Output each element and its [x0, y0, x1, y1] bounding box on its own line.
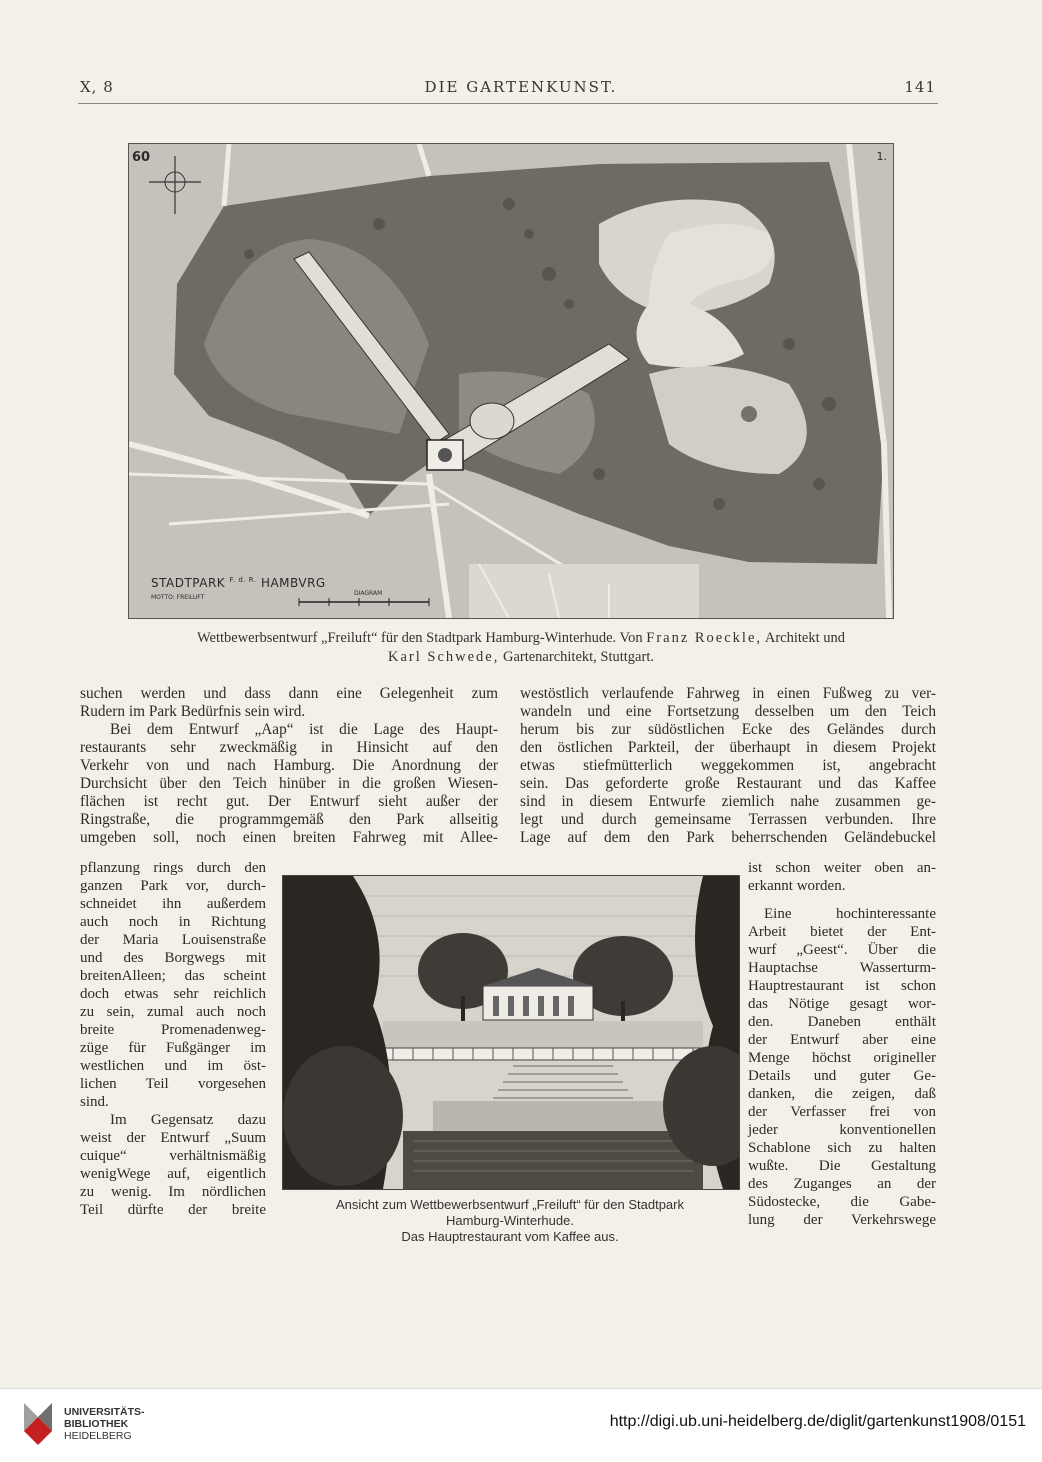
text-line: breitenAlleen; das scheint — [80, 968, 266, 984]
text-line: Hauptrestaurant ist schon — [748, 978, 936, 994]
plan-caption-text-3: Gartenarchitekt, Stuttgart. — [502, 649, 654, 665]
park-plan-image — [128, 143, 894, 619]
text-line: danken, die zeigen, daß — [748, 1086, 936, 1102]
text-line: den. Daneben enthält — [748, 1014, 936, 1030]
text-line: westlichen und im öst- — [80, 1058, 266, 1074]
text-line: sind in diesem Entwurfe ziemlich nahe zusammen ge- — [520, 793, 936, 810]
plan-title-sup: F. d. R. — [229, 576, 257, 584]
text-line: wenigWege auf, eigentlich — [80, 1166, 266, 1182]
plan-motto: MOTTO: FREILUFT — [151, 594, 205, 601]
text-line: Hauptachse Wasserturm- — [748, 960, 936, 976]
plan-scale-label: DIAGRAM — [354, 590, 383, 597]
text-line: ist schon weiter oben an- — [748, 860, 936, 876]
text-line: zu wenig. Im nördlichen — [80, 1184, 266, 1200]
plan-caption — [100, 629, 942, 667]
text-line: wußte. Die Gestaltung — [748, 1158, 936, 1174]
text-line: sind. — [80, 1094, 109, 1110]
text-line: herum bis zur südöstlichen Ecke des Geländes durch — [520, 721, 936, 738]
text-line: suchen werden und dass dann eine Gelegenheit zum — [80, 685, 498, 702]
left-column-narrow — [80, 859, 266, 1219]
plan-caption-text-1: Wettbewerbsentwurf „Freiluft“ für den Stadtpark Hamburg-Winterhude. Von — [197, 630, 643, 646]
text-line: flächen ist recht gut. Der Entwurf sieht außer der — [80, 793, 498, 810]
text-line: schneidet ihn außerdem — [80, 896, 266, 912]
text-line: Bei dem Entwurf „Aap“ ist die Lage des Haupt- — [110, 721, 498, 738]
text-line: wurf „Geest“. Über die — [748, 942, 936, 958]
text-line: cuique“ verhältnismäßig — [80, 1148, 266, 1164]
text-line: Rudern im Park Bedürfnis sein wird. — [80, 703, 306, 720]
text-line: züge für Fußgänger im — [80, 1040, 266, 1056]
left-column-top — [80, 685, 498, 847]
library-logo-text — [64, 1406, 145, 1442]
text-line: Verkehr von und nach Hamburg. Die Anordnung der — [80, 757, 498, 774]
text-line: ganzen Park vor, durch- — [80, 878, 266, 894]
text-line: weist der Entwurf „Suum — [80, 1130, 266, 1146]
text-line: erkannt worden. — [748, 878, 846, 894]
text-line: der Maria Louisenstraße — [80, 932, 266, 948]
text-line: der Verfasser frei von — [748, 1104, 936, 1120]
text-line: den östlichen Parkteil, der überhaupt in diesem Projekt — [520, 739, 936, 756]
illustration-caption-line-1: Ansicht zum Wettbewerbsentwurf „Freiluft“ für den Stadtpark — [335, 1197, 684, 1212]
header-volume: X, 8 — [80, 78, 114, 96]
text-line: sein. Das geforderte große Restaurant und das Kaffee — [520, 775, 936, 792]
text-line: des Zuganges an der — [748, 1176, 936, 1192]
text-line: wandeln und eine Fortsetzung desselben um den Teich — [520, 703, 936, 720]
restaurant-illustration — [282, 875, 740, 1190]
source-url-link[interactable]: http://digi.ub.uni-heidelberg.de/diglit/gartenkunst1908/0151 — [609, 1413, 1026, 1430]
text-line: das Nötige gesagt wor- — [748, 996, 936, 1012]
illustration-caption-line-3: Das Hauptrestaurant vom Kaffee aus. — [401, 1229, 619, 1244]
text-line: Eine hochinteressante — [764, 906, 936, 922]
header-rule — [78, 103, 938, 104]
text-line: Schablone sich zu halten — [748, 1140, 936, 1156]
park-plan-drawing — [129, 144, 893, 618]
text-line: und des Borgwegs mit — [80, 950, 266, 966]
text-line: umgeben soll, noch einen breiten Fahrweg mit Allee- — [80, 829, 498, 846]
text-line: Durchsicht über den Teich hinüber in die großen Wiesen- — [80, 775, 498, 792]
illustration-caption — [272, 1197, 748, 1245]
text-line: Details und guter Ge- — [748, 1068, 936, 1084]
plan-title-park: STADTPARK — [151, 576, 226, 590]
text-line: der Entwurf aber eine — [748, 1032, 936, 1048]
text-line: zu sein, zumal auch noch — [80, 1004, 266, 1020]
text-line: jeder konventionellen — [748, 1122, 936, 1138]
library-name-line-2: BIBLIOTHEK — [64, 1418, 129, 1430]
right-column-top — [520, 685, 936, 847]
plan-title — [151, 576, 326, 590]
footer-bar — [0, 1388, 1042, 1462]
plan-caption-gardener: Karl Schwede, — [388, 649, 500, 665]
library-name-line-1: UNIVERSITÄTS- — [64, 1406, 145, 1418]
library-name-line-3: HEIDELBERG — [64, 1430, 132, 1442]
text-line: pflanzung rings durch den — [80, 860, 266, 876]
plan-caption-architect: Franz Roeckle, — [646, 630, 763, 646]
right-column-narrow — [748, 859, 936, 1229]
text-line: doch etwas sehr reichlich — [80, 986, 266, 1002]
text-line: westöstlich verlaufende Fahrweg in einen Fußweg zu ver- — [520, 685, 936, 702]
library-logo-icon — [20, 1399, 56, 1451]
text-line: Lage auf dem den Park beherrschenden Geländebuckel — [520, 829, 936, 846]
header-journal-title: DIE GARTENKUNST. — [424, 78, 618, 96]
text-line: Teil dürfte der breite — [80, 1202, 266, 1218]
text-line: Ringstraße, die programmgemäß den Park allseitig — [80, 811, 498, 828]
text-line: Südostecke, die Gabe- — [748, 1194, 936, 1210]
text-line: breite Promenadenweg- — [80, 1022, 266, 1038]
text-line: legt und durch gemeinsame Terrassen verbunden. Ihre — [520, 811, 936, 828]
text-line: Menge höchst origineller — [748, 1050, 936, 1066]
text-line: Arbeit bietet der Ent- — [748, 924, 936, 940]
illustration-caption-line-2: Hamburg-Winterhude. — [446, 1213, 574, 1228]
plan-caption-text-2: Architekt und — [764, 630, 845, 646]
plan-title-city: HAMBVRG — [260, 576, 326, 590]
plan-sheet-number: 60 — [132, 150, 151, 165]
text-line: Im Gegensatz dazu — [110, 1112, 266, 1128]
header-page-number: 141 — [904, 78, 936, 96]
text-line: restaurants sehr zweckmäßig in Hinsicht auf den — [80, 739, 498, 756]
text-line: auch noch in Richtung — [80, 914, 266, 930]
text-line: lung der Verkehrswege — [748, 1212, 936, 1228]
restaurant-drawing — [283, 876, 739, 1189]
plan-corner-number: 1. — [876, 150, 887, 163]
text-line: lichen Teil vorgesehen — [80, 1076, 266, 1092]
text-line: etwas stiefmütterlich weggekommen ist, angebracht — [520, 757, 936, 774]
